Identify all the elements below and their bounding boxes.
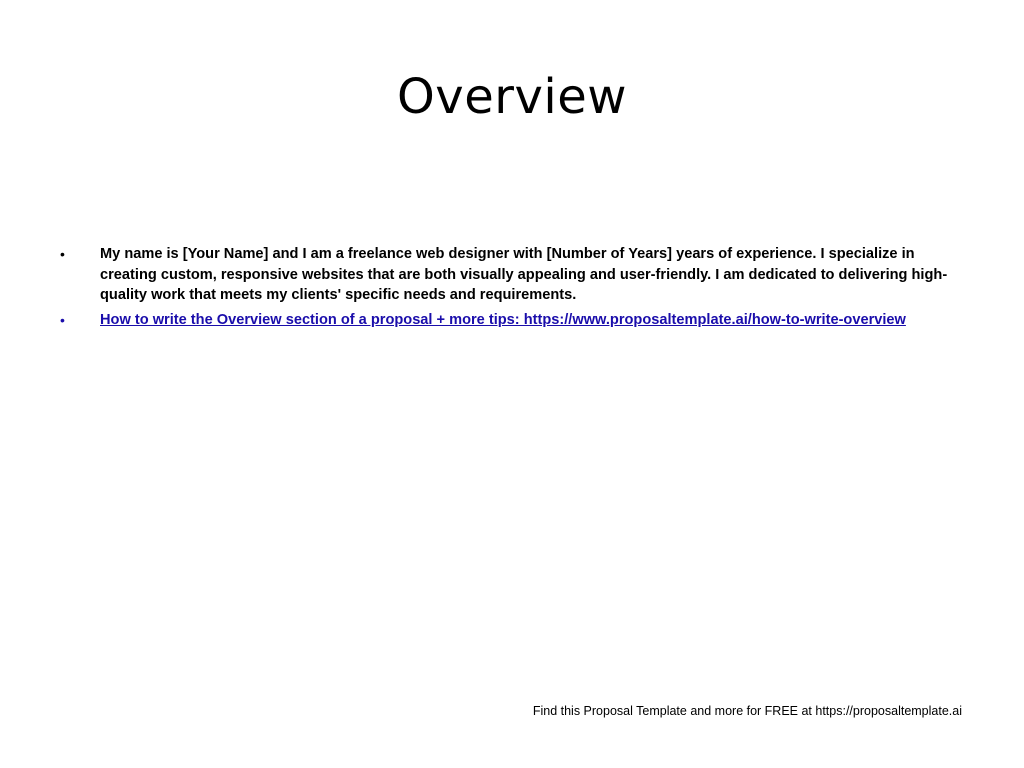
slide-title: Overview bbox=[397, 69, 627, 125]
bullet-dot-icon: • bbox=[60, 246, 65, 262]
footer-note: Find this Proposal Template and more for FREE at https://proposaltemplate.ai bbox=[532, 704, 962, 718]
bullet-item-tips bbox=[60, 310, 965, 331]
bullet-item-intro bbox=[60, 244, 965, 306]
overview-tips-link[interactable]: How to write the Overview section of a proposal + more tips: https://www.proposaltemplate.ai/how-to-write-overview bbox=[100, 311, 906, 328]
bullet-list bbox=[60, 244, 965, 334]
bullet-text: My name is [Your Name] and I am a freelance web designer with [Number of Years] years of experience. I specialize in creating custom, responsive websites that are both visually appealing and user-friendly. I am dedicated to delivering high-quality work that meets my clients' specific needs and requirements. bbox=[100, 246, 948, 303]
bullet-dot-icon: • bbox=[60, 311, 65, 328]
